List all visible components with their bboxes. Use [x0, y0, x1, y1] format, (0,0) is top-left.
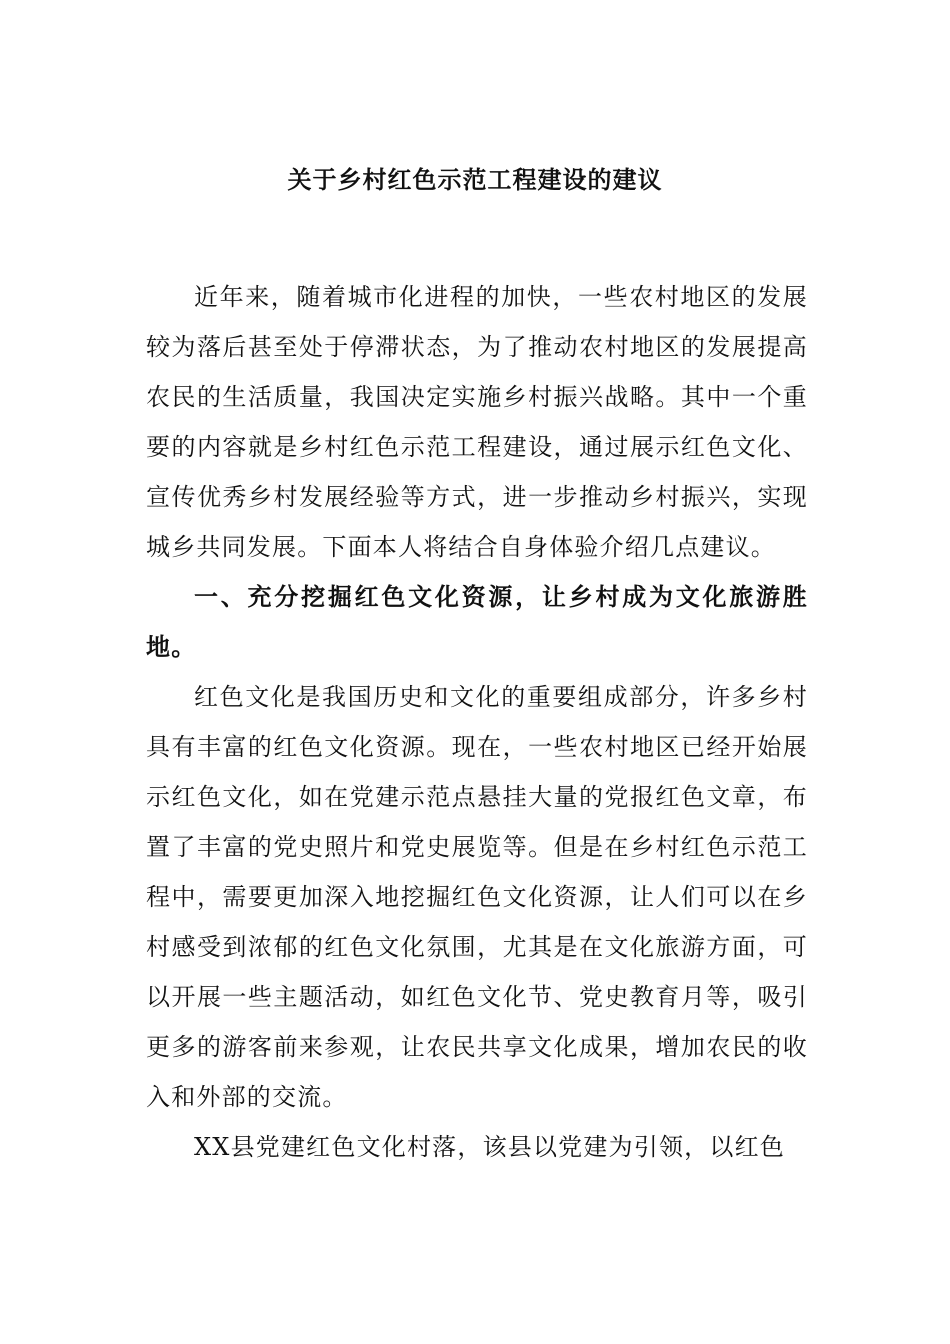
section-1-paragraph: 红色文化是我国历史和文化的重要组成部分，许多乡村具有丰富的红色文化资源。现在，一些农村地区已经开始展示红色文化，如在党建示范点悬挂大量的党报红色文章，布置了丰富的党史照片和党史展览等。但是在乡村红色示范工程中，需要更加深入地挖掘红色文化资源，让人们可以在乡村感受到浓郁的红色文化氛围，尤其是在文化旅游方面，可以开展一些主题活动，如红色文化节、党史教育月等，吸引更多的游客前来参观，让农民共享文化成果，增加农民的收入和外部的交流。: [146, 683, 808, 1111]
section-heading-1: 一、充分挖掘红色文化资源，让乡村成为文化旅游胜地。: [146, 582, 808, 661]
example-paragraph: XX县党建红色文化村落，该县以党建为引领，以红色: [194, 1133, 785, 1161]
document-title: 关于乡村红色示范工程建设的建议: [287, 165, 663, 194]
document-body: [146, 272, 808, 1172]
intro-paragraph: 近年来，随着城市化进程的加快，一些农村地区的发展较为落后甚至处于停滞状态，为了推动农村地区的发展提高农民的生活质量，我国决定实施乡村振兴战略。其中一个重要的内容就是乡村红色示范工程建设，通过展示红色文化、宣传优秀乡村发展经验等方式，进一步推动乡村振兴，实现城乡共同发展。下面本人将结合自身体验介绍几点建议。: [146, 283, 808, 561]
